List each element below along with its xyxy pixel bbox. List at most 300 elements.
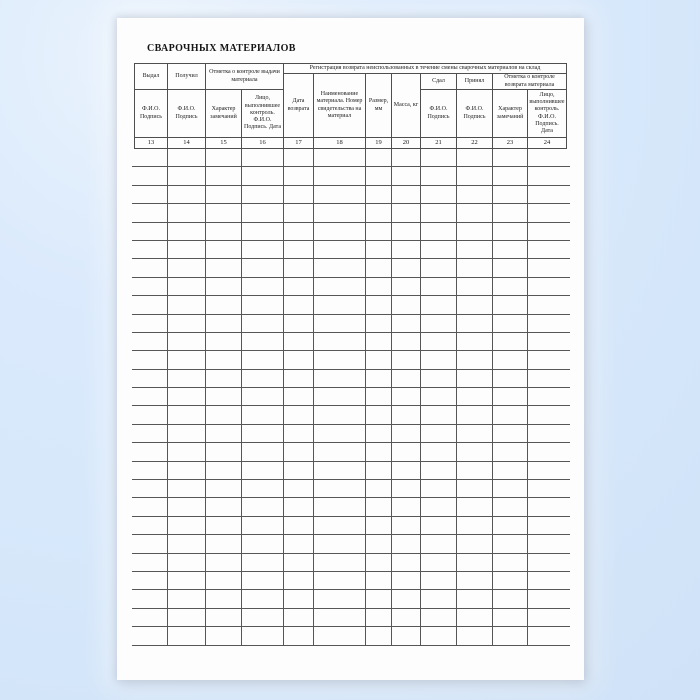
table-cell <box>314 406 366 423</box>
table-cell <box>366 296 392 313</box>
table-cell <box>314 241 366 258</box>
table-cell <box>206 498 242 515</box>
table-cell <box>493 333 528 350</box>
table-cell <box>135 443 168 460</box>
table-cell <box>206 370 242 387</box>
table-cell <box>457 351 493 368</box>
table-row <box>132 572 570 590</box>
document-page <box>117 18 584 680</box>
table-cell <box>457 278 493 295</box>
table-cell <box>168 590 206 607</box>
table-cell <box>457 498 493 515</box>
table-header <box>134 63 567 149</box>
table-cell <box>528 535 567 552</box>
table-cell <box>421 406 457 423</box>
table-cell <box>392 590 421 607</box>
column-number: 21 <box>421 138 457 149</box>
page-title: СВАРОЧНЫХ МАТЕРИАЛОВ <box>147 43 296 54</box>
table-cell <box>206 315 242 332</box>
column-number: 15 <box>206 138 242 149</box>
table-row <box>132 554 570 572</box>
table-cell <box>528 315 567 332</box>
column-number: 13 <box>135 138 168 149</box>
table-cell <box>493 462 528 479</box>
table-row <box>132 590 570 608</box>
table-cell <box>457 554 493 571</box>
table-cell <box>206 462 242 479</box>
table-cell <box>206 204 242 221</box>
table-cell <box>528 462 567 479</box>
table-cell <box>366 590 392 607</box>
table-cell <box>421 425 457 442</box>
table-cell <box>168 149 206 166</box>
table-cell <box>206 554 242 571</box>
table-cell <box>528 167 567 184</box>
table-cell <box>421 462 457 479</box>
table-cell <box>457 167 493 184</box>
table-cell <box>457 333 493 350</box>
header-cell-remarks-nature: Характер замечаний <box>206 90 242 138</box>
table-cell <box>421 149 457 166</box>
table-cell <box>206 167 242 184</box>
table-cell <box>242 554 284 571</box>
table-cell <box>242 149 284 166</box>
column-number: 18 <box>314 138 366 149</box>
header-cell-accepted: Принял <box>457 74 493 90</box>
table-cell <box>493 204 528 221</box>
table-cell <box>206 241 242 258</box>
table-cell <box>366 241 392 258</box>
column-number: 14 <box>168 138 206 149</box>
table-cell <box>528 572 567 589</box>
table-cell <box>168 223 206 240</box>
table-cell <box>421 498 457 515</box>
column-number: 24 <box>528 138 567 149</box>
table-cell <box>242 204 284 221</box>
table-row <box>132 425 570 443</box>
table-cell <box>366 535 392 552</box>
table-cell <box>168 388 206 405</box>
table-cell <box>168 315 206 332</box>
table-row <box>132 609 570 627</box>
table-cell <box>206 278 242 295</box>
table-cell <box>528 443 567 460</box>
table-cell <box>366 370 392 387</box>
table-cell <box>421 370 457 387</box>
table-cell <box>314 627 366 644</box>
table-cell <box>392 296 421 313</box>
table-cell <box>284 167 314 184</box>
table-cell <box>493 370 528 387</box>
table-cell <box>421 333 457 350</box>
table-cell <box>314 149 366 166</box>
table-cell <box>392 351 421 368</box>
table-cell <box>284 609 314 626</box>
table-body <box>132 149 570 646</box>
table-cell <box>457 149 493 166</box>
table-cell <box>366 627 392 644</box>
table-cell <box>206 480 242 497</box>
table-cell <box>528 259 567 276</box>
table-cell <box>457 204 493 221</box>
table-cell <box>135 462 168 479</box>
table-row <box>132 186 570 204</box>
table-cell <box>242 425 284 442</box>
table-cell <box>528 296 567 313</box>
table-cell <box>528 186 567 203</box>
table-cell <box>135 627 168 644</box>
table-cell <box>135 167 168 184</box>
table-cell <box>242 223 284 240</box>
table-cell <box>392 388 421 405</box>
table-cell <box>168 259 206 276</box>
table-cell <box>528 609 567 626</box>
table-cell <box>457 406 493 423</box>
table-cell <box>284 333 314 350</box>
table-cell <box>528 406 567 423</box>
table-cell <box>366 204 392 221</box>
table-cell <box>284 572 314 589</box>
table-cell <box>135 517 168 534</box>
table-cell <box>392 149 421 166</box>
table-cell <box>168 480 206 497</box>
table-cell <box>206 425 242 442</box>
header-cell-control-person: Лицо, выполнившее контроль. Ф.И.О. Подпись. Дата <box>528 90 567 138</box>
table-cell <box>366 186 392 203</box>
table-cell <box>493 590 528 607</box>
table-cell <box>284 223 314 240</box>
table-cell <box>284 554 314 571</box>
table-cell <box>135 609 168 626</box>
table-cell <box>493 388 528 405</box>
table-cell <box>421 590 457 607</box>
table-cell <box>457 572 493 589</box>
table-cell <box>242 351 284 368</box>
table-cell <box>366 517 392 534</box>
table-cell <box>392 462 421 479</box>
table-cell <box>284 627 314 644</box>
table-cell <box>493 406 528 423</box>
table-cell <box>284 259 314 276</box>
table-cell <box>135 590 168 607</box>
table-cell <box>421 480 457 497</box>
table-cell <box>457 241 493 258</box>
table-cell <box>392 425 421 442</box>
table-cell <box>528 388 567 405</box>
table-row <box>132 406 570 424</box>
table-cell <box>493 443 528 460</box>
table-row <box>132 241 570 259</box>
table-cell <box>421 186 457 203</box>
table-cell <box>135 204 168 221</box>
table-cell <box>421 241 457 258</box>
table-cell <box>366 443 392 460</box>
table-cell <box>392 517 421 534</box>
table-cell <box>135 278 168 295</box>
table-cell <box>135 480 168 497</box>
table-cell <box>528 627 567 644</box>
table-cell <box>135 370 168 387</box>
table-row <box>132 443 570 461</box>
table-cell <box>284 351 314 368</box>
table-cell <box>493 351 528 368</box>
table-cell <box>284 535 314 552</box>
table-cell <box>366 315 392 332</box>
table-cell <box>314 278 366 295</box>
table-cell <box>242 370 284 387</box>
table-cell <box>366 333 392 350</box>
table-cell <box>314 186 366 203</box>
table-cell <box>457 388 493 405</box>
table-cell <box>366 223 392 240</box>
table-cell <box>493 498 528 515</box>
table-cell <box>242 462 284 479</box>
table-cell <box>421 204 457 221</box>
table-cell <box>206 609 242 626</box>
table-cell <box>528 517 567 534</box>
table-cell <box>392 535 421 552</box>
table-cell <box>206 517 242 534</box>
table-cell <box>392 480 421 497</box>
table-cell <box>242 498 284 515</box>
table-row <box>132 498 570 516</box>
header-cell-mass-kg: Масса, кг <box>392 74 421 138</box>
table-cell <box>457 517 493 534</box>
table-cell <box>242 517 284 534</box>
header-cell-issued: Выдал <box>135 64 168 90</box>
table-cell <box>366 167 392 184</box>
table-cell <box>168 498 206 515</box>
table-cell <box>284 241 314 258</box>
table-cell <box>493 554 528 571</box>
table-cell <box>392 259 421 276</box>
header-cell-fio-signature: Ф.И.О. Подпись <box>421 90 457 138</box>
table-cell <box>168 333 206 350</box>
table-cell <box>168 609 206 626</box>
table-cell <box>135 333 168 350</box>
table-cell <box>421 517 457 534</box>
table-cell <box>314 462 366 479</box>
table-cell <box>314 425 366 442</box>
table-cell <box>168 296 206 313</box>
table-cell <box>392 223 421 240</box>
table-cell <box>493 167 528 184</box>
table-cell <box>135 388 168 405</box>
table-cell <box>392 333 421 350</box>
table-cell <box>528 333 567 350</box>
table-cell <box>135 554 168 571</box>
column-number: 22 <box>457 138 493 149</box>
table-cell <box>135 259 168 276</box>
table-cell <box>366 554 392 571</box>
table-cell <box>314 517 366 534</box>
table-cell <box>421 296 457 313</box>
table-cell <box>284 204 314 221</box>
table-cell <box>314 351 366 368</box>
table-cell <box>135 149 168 166</box>
table-cell <box>366 498 392 515</box>
table-row <box>132 296 570 314</box>
header-cell-remarks-nature: Характер замечаний <box>493 90 528 138</box>
table-cell <box>366 351 392 368</box>
table-cell <box>168 572 206 589</box>
table-cell <box>242 572 284 589</box>
table-cell <box>528 554 567 571</box>
table-row <box>132 462 570 480</box>
table-cell <box>284 406 314 423</box>
table-cell <box>392 406 421 423</box>
table-cell <box>168 351 206 368</box>
table-cell <box>493 278 528 295</box>
table-cell <box>392 278 421 295</box>
table-cell <box>366 388 392 405</box>
table-cell <box>284 480 314 497</box>
table-cell <box>242 296 284 313</box>
table-row <box>132 149 570 167</box>
header-cell-return-date: Дата возврата <box>284 74 314 138</box>
table-cell <box>168 535 206 552</box>
table-cell <box>284 149 314 166</box>
table-cell <box>366 259 392 276</box>
table-cell <box>314 259 366 276</box>
table-cell <box>168 627 206 644</box>
table-cell <box>242 259 284 276</box>
table-cell <box>493 572 528 589</box>
table-cell <box>421 535 457 552</box>
table-cell <box>242 241 284 258</box>
table-cell <box>421 167 457 184</box>
table-cell <box>421 572 457 589</box>
table-cell <box>168 554 206 571</box>
table-cell <box>284 517 314 534</box>
table-cell <box>314 370 366 387</box>
table-cell <box>457 186 493 203</box>
table-cell <box>168 370 206 387</box>
table-cell <box>528 204 567 221</box>
header-cell-return-registration: Регистрация возврата неиспользованных в течение смены сварочных материалов на склад <box>284 64 567 74</box>
table-cell <box>284 186 314 203</box>
table-cell <box>284 590 314 607</box>
table-cell <box>493 315 528 332</box>
column-number: 20 <box>392 138 421 149</box>
table-cell <box>457 259 493 276</box>
table-cell <box>528 241 567 258</box>
table-cell <box>206 443 242 460</box>
table-cell <box>457 609 493 626</box>
table-cell <box>493 425 528 442</box>
header-cell-fio-signature: Ф.И.О. Подпись <box>168 90 206 138</box>
header-cell-issue-control-mark: Отметка о контроле выдачи материала <box>206 64 284 90</box>
table-cell <box>493 223 528 240</box>
header-cell-fio-signature: Ф.И.О. Подпись <box>457 90 493 138</box>
table-cell <box>392 554 421 571</box>
table-cell <box>314 554 366 571</box>
table-cell <box>366 149 392 166</box>
table-cell <box>284 370 314 387</box>
table-cell <box>392 241 421 258</box>
table-cell <box>242 443 284 460</box>
table-cell <box>392 443 421 460</box>
table-row <box>132 167 570 185</box>
table-cell <box>366 572 392 589</box>
table-cell <box>242 590 284 607</box>
table-cell <box>242 406 284 423</box>
table-cell <box>314 296 366 313</box>
table-cell <box>421 443 457 460</box>
table-row <box>132 627 570 645</box>
table-cell <box>284 462 314 479</box>
table-cell <box>314 535 366 552</box>
header-cell-fio-signature: Ф.И.О. Подпись <box>135 90 168 138</box>
table-cell <box>314 204 366 221</box>
table-cell <box>314 167 366 184</box>
table-row <box>132 259 570 277</box>
table-cell <box>493 609 528 626</box>
table-cell <box>528 223 567 240</box>
table-cell <box>168 167 206 184</box>
table-cell <box>168 517 206 534</box>
table-row <box>132 223 570 241</box>
table-cell <box>206 406 242 423</box>
table-cell <box>314 388 366 405</box>
table-row <box>132 370 570 388</box>
table-cell <box>457 315 493 332</box>
table-cell <box>206 296 242 313</box>
table-cell <box>284 278 314 295</box>
table-cell <box>421 627 457 644</box>
table-cell <box>284 296 314 313</box>
table-row <box>132 315 570 333</box>
table-cell <box>206 627 242 644</box>
table-cell <box>135 351 168 368</box>
table-cell <box>242 535 284 552</box>
table-cell <box>392 572 421 589</box>
table-cell <box>242 480 284 497</box>
table-cell <box>135 186 168 203</box>
table-cell <box>168 462 206 479</box>
table-cell <box>366 462 392 479</box>
table-cell <box>284 425 314 442</box>
table-cell <box>135 535 168 552</box>
table-cell <box>366 425 392 442</box>
table-cell <box>493 535 528 552</box>
table-cell <box>206 535 242 552</box>
table-cell <box>493 517 528 534</box>
column-number: 23 <box>493 138 528 149</box>
table-cell <box>242 186 284 203</box>
table-cell <box>284 498 314 515</box>
table-cell <box>314 333 366 350</box>
table-cell <box>168 425 206 442</box>
table-cell <box>392 627 421 644</box>
table-cell <box>366 609 392 626</box>
table-cell <box>457 627 493 644</box>
table-cell <box>168 241 206 258</box>
table-cell <box>421 351 457 368</box>
table-cell <box>493 296 528 313</box>
table-cell <box>421 259 457 276</box>
table-row <box>132 535 570 553</box>
table-cell <box>392 186 421 203</box>
table-cell <box>366 480 392 497</box>
table-cell <box>457 535 493 552</box>
table-cell <box>366 278 392 295</box>
table-cell <box>314 315 366 332</box>
table-cell <box>314 223 366 240</box>
table-cell <box>242 167 284 184</box>
table-cell <box>493 149 528 166</box>
table-cell <box>242 609 284 626</box>
